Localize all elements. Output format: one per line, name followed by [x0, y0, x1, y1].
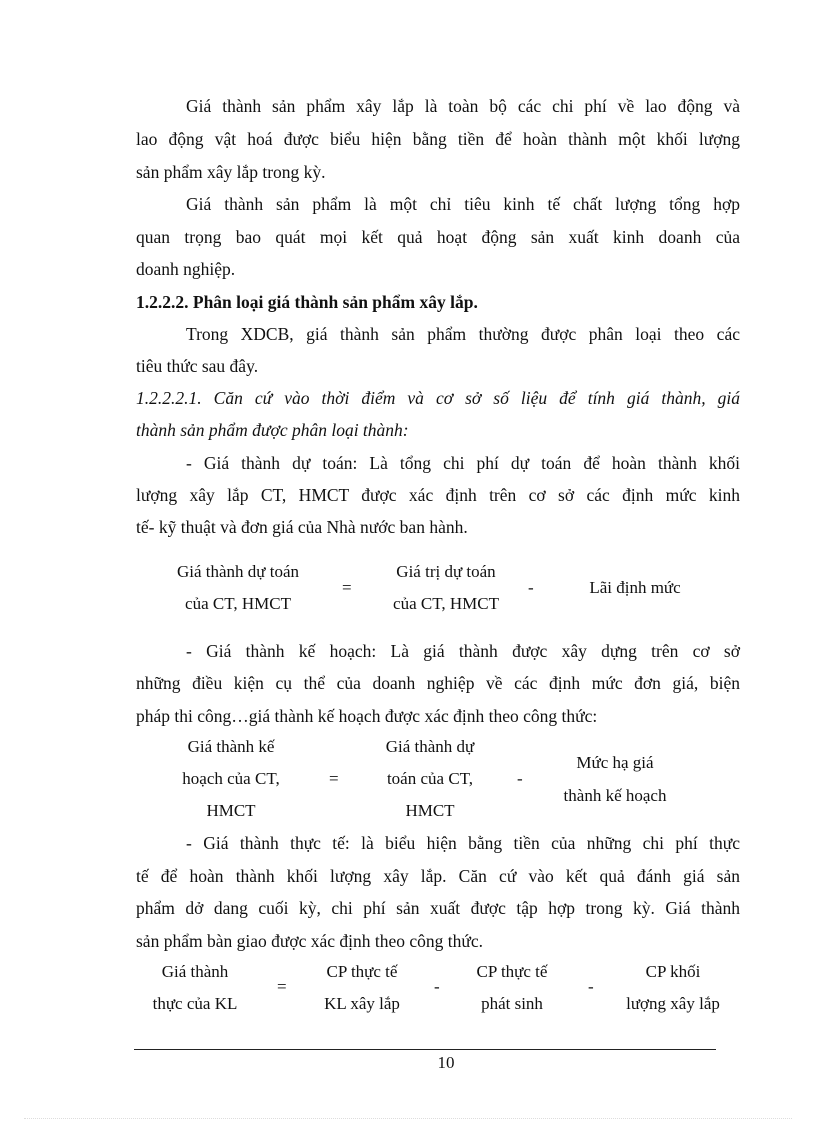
paragraph-line: phẩm dở dang cuối kỳ, chi phí sản xuất được tập hợp trong kỳ. Giá thành [136, 898, 740, 918]
page-border-dots [24, 1118, 792, 1119]
subsection-heading: thành sản phẩm được phân loại thành: [136, 420, 409, 440]
formula-term: Giá thành dự [385, 737, 475, 756]
formula-term: CP khối [645, 962, 701, 981]
formula-term: CP thực tế [476, 962, 548, 981]
paragraph-line: - Giá thành kế hoạch: Là giá thành được xây dựng trên cơ sở [186, 641, 740, 661]
formula-term: Lãi định mức [589, 578, 681, 597]
formula-term: HMCT [206, 801, 256, 820]
minus-sign: - [434, 977, 440, 996]
formula-term: Giá thành dự toán [176, 562, 300, 581]
paragraph-line: sản phẩm xây lắp trong kỳ. [136, 162, 326, 182]
paragraph-line: lượng xây lắp CT, HMCT được xác định trên cơ sở các định mức kinh [136, 485, 740, 505]
paragraph-line: Giá thành sản phẩm xây lắp là toàn bộ các chi phí về lao động và [186, 96, 740, 116]
minus-sign: - [517, 769, 523, 788]
paragraph-line: - Giá thành thực tế: là biểu hiện bằng tiền của những chi phí thực [186, 833, 740, 853]
paragraph-line: tế để hoàn thành khối lượng xây lắp. Căn cứ vào kết quả đánh giá sản [136, 866, 740, 886]
page-number: 10 [437, 1053, 455, 1072]
paragraph-line: - Giá thành dự toán: Là tổng chi phí dự toán để hoàn thành khối [186, 453, 740, 473]
formula-term: HMCT [405, 801, 455, 820]
formula-term: toán của CT, [386, 769, 474, 788]
paragraph-line: Giá thành sản phẩm là một chỉ tiêu kinh tế chất lượng tổng hợp [186, 194, 740, 214]
paragraph-line: lao động vật hoá được biểu hiện bằng tiền để hoàn thành một khối lượng [136, 129, 740, 149]
paragraph-line: quan trọng bao quát mọi kết quả hoạt động sản xuất kinh doanh của [136, 227, 740, 247]
formula-term: Giá thành kế [187, 737, 275, 756]
equals-sign: = [342, 578, 352, 597]
paragraph-line: tế- kỹ thuật và đơn giá của Nhà nước ban hành. [136, 517, 468, 537]
formula-term: phát sinh [481, 994, 543, 1013]
formula-term: hoạch của CT, [182, 769, 280, 788]
subsection-heading: 1.2.2.2.1. Căn cứ vào thời điểm và cơ sở số liệu để tính giá thành, giá [136, 388, 740, 408]
minus-sign: - [528, 578, 534, 597]
equals-sign: = [277, 977, 287, 996]
equals-sign: = [329, 769, 339, 788]
paragraph-line: những điều kiện cụ thể của doanh nghiệp về các định mức đơn giá, biện [136, 673, 740, 693]
formula-term: thực của KL [152, 994, 238, 1013]
formula-term: KL xây lắp [324, 994, 400, 1013]
formula-term: của CT, HMCT [393, 594, 499, 613]
section-heading: 1.2.2.2. Phân loại giá thành sản phẩm xây lắp. [136, 292, 478, 312]
minus-sign: - [588, 977, 594, 996]
paragraph-line: sản phẩm bàn giao được xác định theo công thức. [136, 931, 484, 951]
formula-term: Giá thành [161, 962, 229, 981]
formula-term: Mức hạ giá [576, 753, 654, 772]
paragraph-line: tiêu thức sau đây. [136, 356, 259, 376]
formula-term: CP thực tế [326, 962, 398, 981]
formula-term: Giá trị dự toán [396, 562, 496, 581]
formula-term: lượng xây lắp [626, 994, 720, 1013]
formula-term: thành kế hoạch [563, 786, 667, 805]
paragraph-line: pháp thi công…giá thành kế hoạch được xác định theo công thức: [136, 706, 598, 726]
footer-rule [134, 1049, 716, 1050]
formula-term: của CT, HMCT [185, 594, 291, 613]
paragraph-line: Trong XDCB, giá thành sản phẩm thường được phân loại theo các [186, 324, 740, 344]
paragraph-line: doanh nghiệp. [136, 259, 236, 279]
